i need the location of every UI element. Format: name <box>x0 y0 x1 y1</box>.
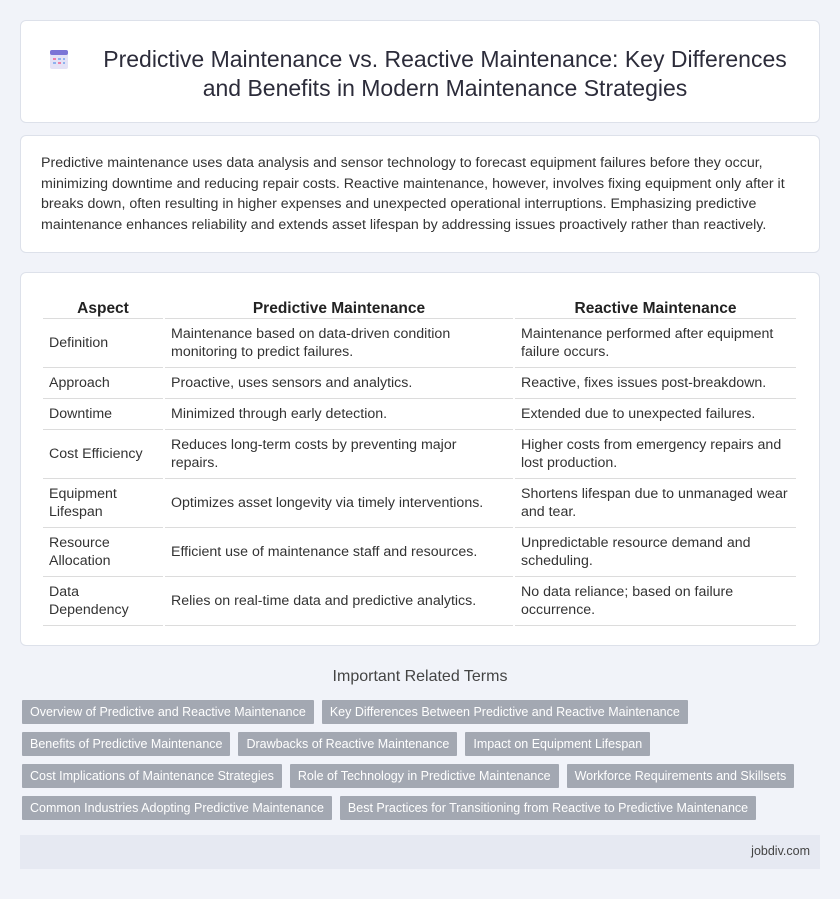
table-row <box>43 479 796 528</box>
title-card <box>20 20 820 123</box>
related-term-tag[interactable]: Impact on Equipment Lifespan <box>465 732 650 756</box>
table-row <box>43 528 796 577</box>
related-term-tag[interactable]: Overview of Predictive and Reactive Maintenance <box>22 700 314 724</box>
table-cell-aspect: Resource Allocation <box>43 528 163 577</box>
table-cell-predictive: Relies on real-time data and predictive analytics. <box>165 577 513 626</box>
table-cell-reactive: Unpredictable resource demand and scheduling. <box>515 528 796 577</box>
table-cell-reactive: Shortens lifespan due to unmanaged wear and tear. <box>515 479 796 528</box>
column-header-reactive: Reactive Maintenance <box>515 295 796 319</box>
related-term-tag[interactable]: Role of Technology in Predictive Maintenance <box>290 764 559 788</box>
table-cell-predictive: Optimizes asset longevity via timely interventions. <box>165 479 513 528</box>
table-row <box>43 577 796 626</box>
related-term-tag[interactable]: Drawbacks of Reactive Maintenance <box>238 732 457 756</box>
table-row <box>43 399 796 430</box>
table-cell-predictive: Reduces long-term costs by preventing major repairs. <box>165 430 513 479</box>
table-cell-aspect: Approach <box>43 368 163 399</box>
table-row <box>43 430 796 479</box>
table-cell-aspect: Equipment Lifespan <box>43 479 163 528</box>
table-cell-reactive: Higher costs from emergency repairs and lost production. <box>515 430 796 479</box>
table-cell-reactive: Reactive, fixes issues post-breakdown. <box>515 368 796 399</box>
tag-row <box>22 732 822 756</box>
table-row <box>43 319 796 368</box>
footer-site-link[interactable]: jobdiv.com <box>751 844 810 858</box>
comparison-card <box>20 272 820 646</box>
related-term-tag[interactable]: Key Differences Between Predictive and Reactive Maintenance <box>322 700 688 724</box>
column-header-aspect: Aspect <box>43 295 163 319</box>
intro-paragraph: Predictive maintenance uses data analysis and sensor technology to forecast equipment failures before they occur, minimizing downtime and reducing repair costs. Reactive maintenance, however, involves fixing equipment only after it breaks down, often resulting in higher expenses and unexpected operational interruptions. Emphasizing predictive maintenance enhances reliability and extends asset lifespan by addressing issues proactively rather than reactively. <box>41 155 785 233</box>
table-cell-predictive: Maintenance based on data-driven condition monitoring to predict failures. <box>165 319 513 368</box>
tag-row <box>22 764 822 788</box>
table-cell-reactive: Extended due to unexpected failures. <box>515 399 796 430</box>
table-cell-reactive: Maintenance performed after equipment failure occurs. <box>515 319 796 368</box>
related-term-tag[interactable]: Workforce Requirements and Skillsets <box>567 764 795 788</box>
related-term-tag[interactable]: Cost Implications of Maintenance Strategies <box>22 764 282 788</box>
tag-row <box>22 796 822 820</box>
table-row <box>43 368 796 399</box>
table-cell-aspect: Definition <box>43 319 163 368</box>
table-cell-aspect: Downtime <box>43 399 163 430</box>
related-term-tag[interactable]: Common Industries Adopting Predictive Maintenance <box>22 796 332 820</box>
tag-row <box>22 700 822 724</box>
table-cell-aspect: Data Dependency <box>43 577 163 626</box>
table-cell-predictive: Minimized through early detection. <box>165 399 513 430</box>
table-cell-predictive: Proactive, uses sensors and analytics. <box>165 368 513 399</box>
related-term-tag[interactable]: Benefits of Predictive Maintenance <box>22 732 230 756</box>
related-term-tag[interactable]: Best Practices for Transitioning from Reactive to Predictive Maintenance <box>340 796 756 820</box>
table-cell-reactive: No data reliance; based on failure occurrence. <box>515 577 796 626</box>
related-terms-heading: Important Related Terms <box>332 668 508 685</box>
table-header-row <box>43 295 796 319</box>
intro-card <box>20 135 820 253</box>
column-header-predictive: Predictive Maintenance <box>165 295 513 319</box>
page-title: Predictive Maintenance vs. Reactive Maintenance: Key Differences and Benefits in Modern Maintenance Strategies <box>103 46 787 101</box>
comparison-table <box>41 295 798 626</box>
table-cell-predictive: Efficient use of maintenance staff and resources. <box>165 528 513 577</box>
table-cell-aspect: Cost Efficiency <box>43 430 163 479</box>
footer <box>20 835 820 869</box>
related-terms-list <box>22 700 822 828</box>
